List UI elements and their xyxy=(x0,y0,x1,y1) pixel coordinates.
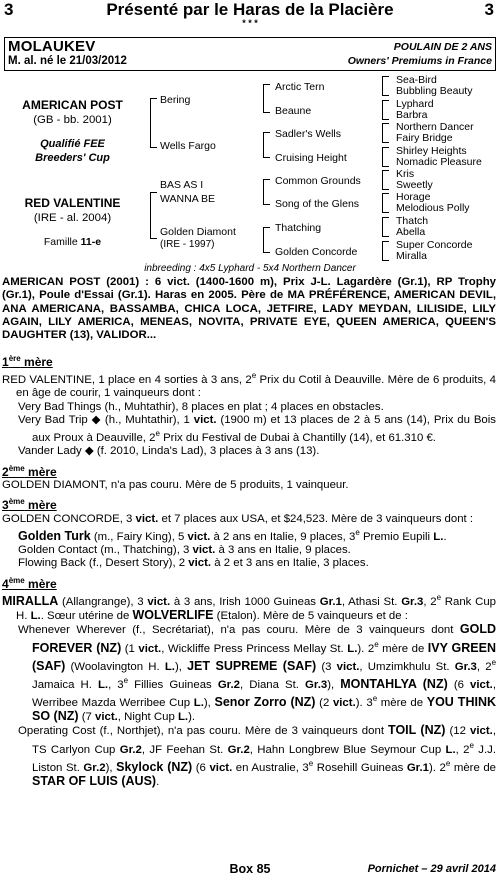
g3-beaune: Beaune xyxy=(275,105,312,117)
fourth-dam-entry: MIRALLA (Allangrange), 3 vict. à 3 ans, Irish 1000 Guineas Gr.1, Athasi St. Gr.3, 2e Rank Cup H. L.. Sœur utérine de WOLVERLIFE (Etalon). Mère de 5 vainqueurs et de : xyxy=(2,592,496,622)
owner-premium-note: Owners' Premiums in France xyxy=(347,55,492,67)
g4-horage: Horage xyxy=(396,191,431,203)
g4-miralla: Miralla xyxy=(396,250,427,262)
sale-place-date: Pornichet – 29 avril 2014 xyxy=(367,863,496,875)
section-first-dam: 1ère mère xyxy=(2,354,53,369)
second-dam-entry: GOLDEN DIAMONT, n'a pas couru. Mère de 5 produits, 1 vainqueur. xyxy=(2,478,349,491)
g4-super-concorde: Super Concorde xyxy=(396,239,473,251)
bracket-g4-1 xyxy=(382,76,389,96)
produce-very-bad-trip: Very Bad Trip ◆ (h., Muhtathir), 1 vict. (1900 m) et 13 places de 2 à 5 ans (14), Prix du Bois aux Proux à Deauville, 2e Prix du Festival de Dubai à Chantilly (14), et 61.310 €. xyxy=(18,413,496,445)
bracket-g4-2 xyxy=(382,100,389,120)
g4-sweetly: Sweetly xyxy=(396,179,433,191)
page-footer xyxy=(0,862,500,878)
g3-cruising-height: Cruising Height xyxy=(275,152,347,164)
g3-golden-concorde: Golden Concorde xyxy=(275,246,358,258)
g4-sea-bird: Sea-Bird xyxy=(396,74,437,86)
lot-number-left: 3 xyxy=(4,0,14,19)
inbreeding-note: inbreeding : 4x5 Lyphard - 5x4 Northern Dancer xyxy=(144,263,356,274)
bracket-sire xyxy=(150,98,157,148)
g4-bubbling-beauty: Bubbling Beauty xyxy=(396,85,473,97)
g4-kris: Kris xyxy=(396,168,415,180)
bracket-g4-5 xyxy=(382,170,389,190)
bracket-g3-1 xyxy=(263,84,270,113)
g4-melodious-polly: Melodious Polly xyxy=(396,202,470,214)
horse-name: MOLAUKEV xyxy=(8,38,96,55)
famille-label: Famille xyxy=(43,236,78,248)
horse-sex: POULAIN DE 2 ANS xyxy=(393,41,492,53)
pedigree-table xyxy=(0,74,500,274)
dam-sire-line2: WANNA BE xyxy=(160,193,216,205)
family-section xyxy=(2,349,496,789)
g3-song-of-the-glens: Song of the Glens xyxy=(275,198,360,210)
box-number: Box 85 xyxy=(229,862,271,876)
sire-dam: Wells Fargo xyxy=(160,140,216,152)
third-dam-entry: GOLDEN CONCORDE, 3 vict. et 7 places aux USA, et $24,523. Mère de 3 vainqueurs dont : xyxy=(2,512,474,525)
sire-info: (GB - bb. 2001) xyxy=(33,114,112,126)
bracket-g3-4 xyxy=(263,227,270,253)
consignor-title: Présenté par le Haras de la Placière xyxy=(106,0,394,19)
famille-number: 11-e xyxy=(80,236,102,248)
bracket-g4-6 xyxy=(382,193,389,213)
g4-thatch: Thatch xyxy=(396,215,429,227)
section-third-dam: 3ème mère xyxy=(2,497,57,513)
bracket-g4-7 xyxy=(382,217,389,237)
sire-name: AMERICAN POST xyxy=(22,98,123,112)
dam-sire-line1: BAS AS I xyxy=(160,179,204,191)
sire-sire: Bering xyxy=(160,94,191,106)
horse-birth: M. al. né le 21/03/2012 xyxy=(8,55,127,67)
dam-info: (IRE - al. 2004) xyxy=(33,212,112,224)
first-dam-entry: RED VALENTINE, 1 place en 4 sorties à 3 ans, 2e Prix du Cotil à Deauville. Mère de 6 produits, 4 en âge de courir, 1 vainqueurs dont : xyxy=(2,371,496,400)
produce-whenever-wherever: Whenever Wherever (f., Secrétariat), n'a pas couru. Mère de 3 vainqueurs dont GOLD FOREVER (NZ) (1 vict., Wickliffe Press Princess Mellay St. L.). 2e mère de IVY GREEN (SAF) (Woolavington H. L.), JET SUPREME (SAF) (3 vict., Umzimkhulu St. Gr.3, 2e Jamaica H. L., 3e Fillies Guineas Gr.2, Diana St. Gr.3), MONTAHLYA (NZ) (6 vict., Werribee Mazda Werribee Cup L.), Senor Zorro (NZ) (2 vict.). 3e mère de YOU THINK SO (NZ) (7 vict., Night Cup L.). xyxy=(18,622,497,723)
dam-dam: Golden Diamont xyxy=(160,226,236,238)
produce-golden-contact: Golden Contact (m., Thatching), 3 vict. à 3 ans en Italie, 9 places. xyxy=(18,543,351,556)
produce-operating-cost: Operating Cost (f., Northjet), n'a pas couru. Mère de 3 vainqueurs dont TOIL (NZ) (12 vict., TS Carlyon Cup Gr.2, JF Feehan St. Gr.2, Hahn Longbrew Blue Seymour Cup L., 2e J.J. Liston St. Gr.2), Skylock (NZ) (6 vict. en Australie, 3e Rosehill Guineas Gr.1). 2e mère de STAR OF LUIS (AUS). xyxy=(18,723,496,788)
g4-nomadic-pleasure: Nomadic Pleasure xyxy=(396,156,482,168)
g3-thatching: Thatching xyxy=(275,222,322,234)
section-fourth-dam: 4ème mère xyxy=(2,575,57,591)
bracket-g3-2 xyxy=(263,132,270,158)
bracket-g3-3 xyxy=(263,179,270,205)
dam-dam-info: (IRE - 1997) xyxy=(160,239,215,250)
famille xyxy=(0,236,145,248)
bracket-g4-3 xyxy=(382,123,389,143)
stars-separator: * * * xyxy=(242,18,258,28)
g4-lyphard: Lyphard xyxy=(396,98,434,110)
sire-note-fee: Qualifié FEE xyxy=(40,138,105,150)
g3-common-grounds: Common Grounds xyxy=(275,175,361,187)
g3-arctic-tern: Arctic Tern xyxy=(275,81,325,93)
g3-sadlers-wells: Sadler's Wells xyxy=(275,128,341,140)
lot-number-right: 3 xyxy=(484,0,494,19)
bracket-g4-4 xyxy=(382,147,389,167)
sire-paragraph: AMERICAN POST (2001) : 6 vict. (1400-1600 m), Prix J-L. Lagardère (Gr.1), RP Trophy (Gr.1), Poule d'Essai (Gr.1). Haras en 2005. Père de MA PRÉFÉRENCE, AMERICAN DEVIL, ANA AMERICANA, BASSAMBA, CHICA LOCA, JETFIRE, LADY MEYDAN, LILISIDE, LILY AGAIN, LILY AMERICA, MENEAS, NOVITA, PRIVATE EYE, QUEEN AMERICA, QUEEN'S DAUGHTER (13), VALIDOR... xyxy=(2,276,496,342)
horse-name-box xyxy=(4,37,496,71)
g4-shirley-heights: Shirley Heights xyxy=(396,145,467,157)
produce-vander-lady: Vander Lady ◆ (f. 2010, Linda's Lad), 3 places à 3 ans (13). xyxy=(18,445,320,458)
sire-note-bc: Breeders' Cup xyxy=(35,152,110,164)
bracket-g4-8 xyxy=(382,241,389,261)
produce-flowing-back: Flowing Back (f., Desert Story), 2 vict. à 2 et 3 ans en Italie, 3 places. xyxy=(18,557,369,570)
g4-northern-dancer: Northern Dancer xyxy=(396,121,474,133)
bracket-dam xyxy=(150,192,157,239)
g4-fairy-bridge: Fairy Bridge xyxy=(396,132,453,144)
g4-abella: Abella xyxy=(396,226,426,238)
dam-name: RED VALENTINE xyxy=(24,196,121,210)
g4-barbra: Barbra xyxy=(396,109,428,121)
produce-very-bad-things: Very Bad Things (h., Muhtathir), 8 places en plat ; 4 places en obstacles. xyxy=(18,400,384,413)
produce-golden-turk: Golden Turk (m., Fairy King), 5 vict. à 2 ans en Italie, 9 places, 3e Premio Eupili L.. xyxy=(18,527,447,543)
section-second-dam: 2ème mère xyxy=(2,463,57,479)
page-header xyxy=(0,0,500,30)
